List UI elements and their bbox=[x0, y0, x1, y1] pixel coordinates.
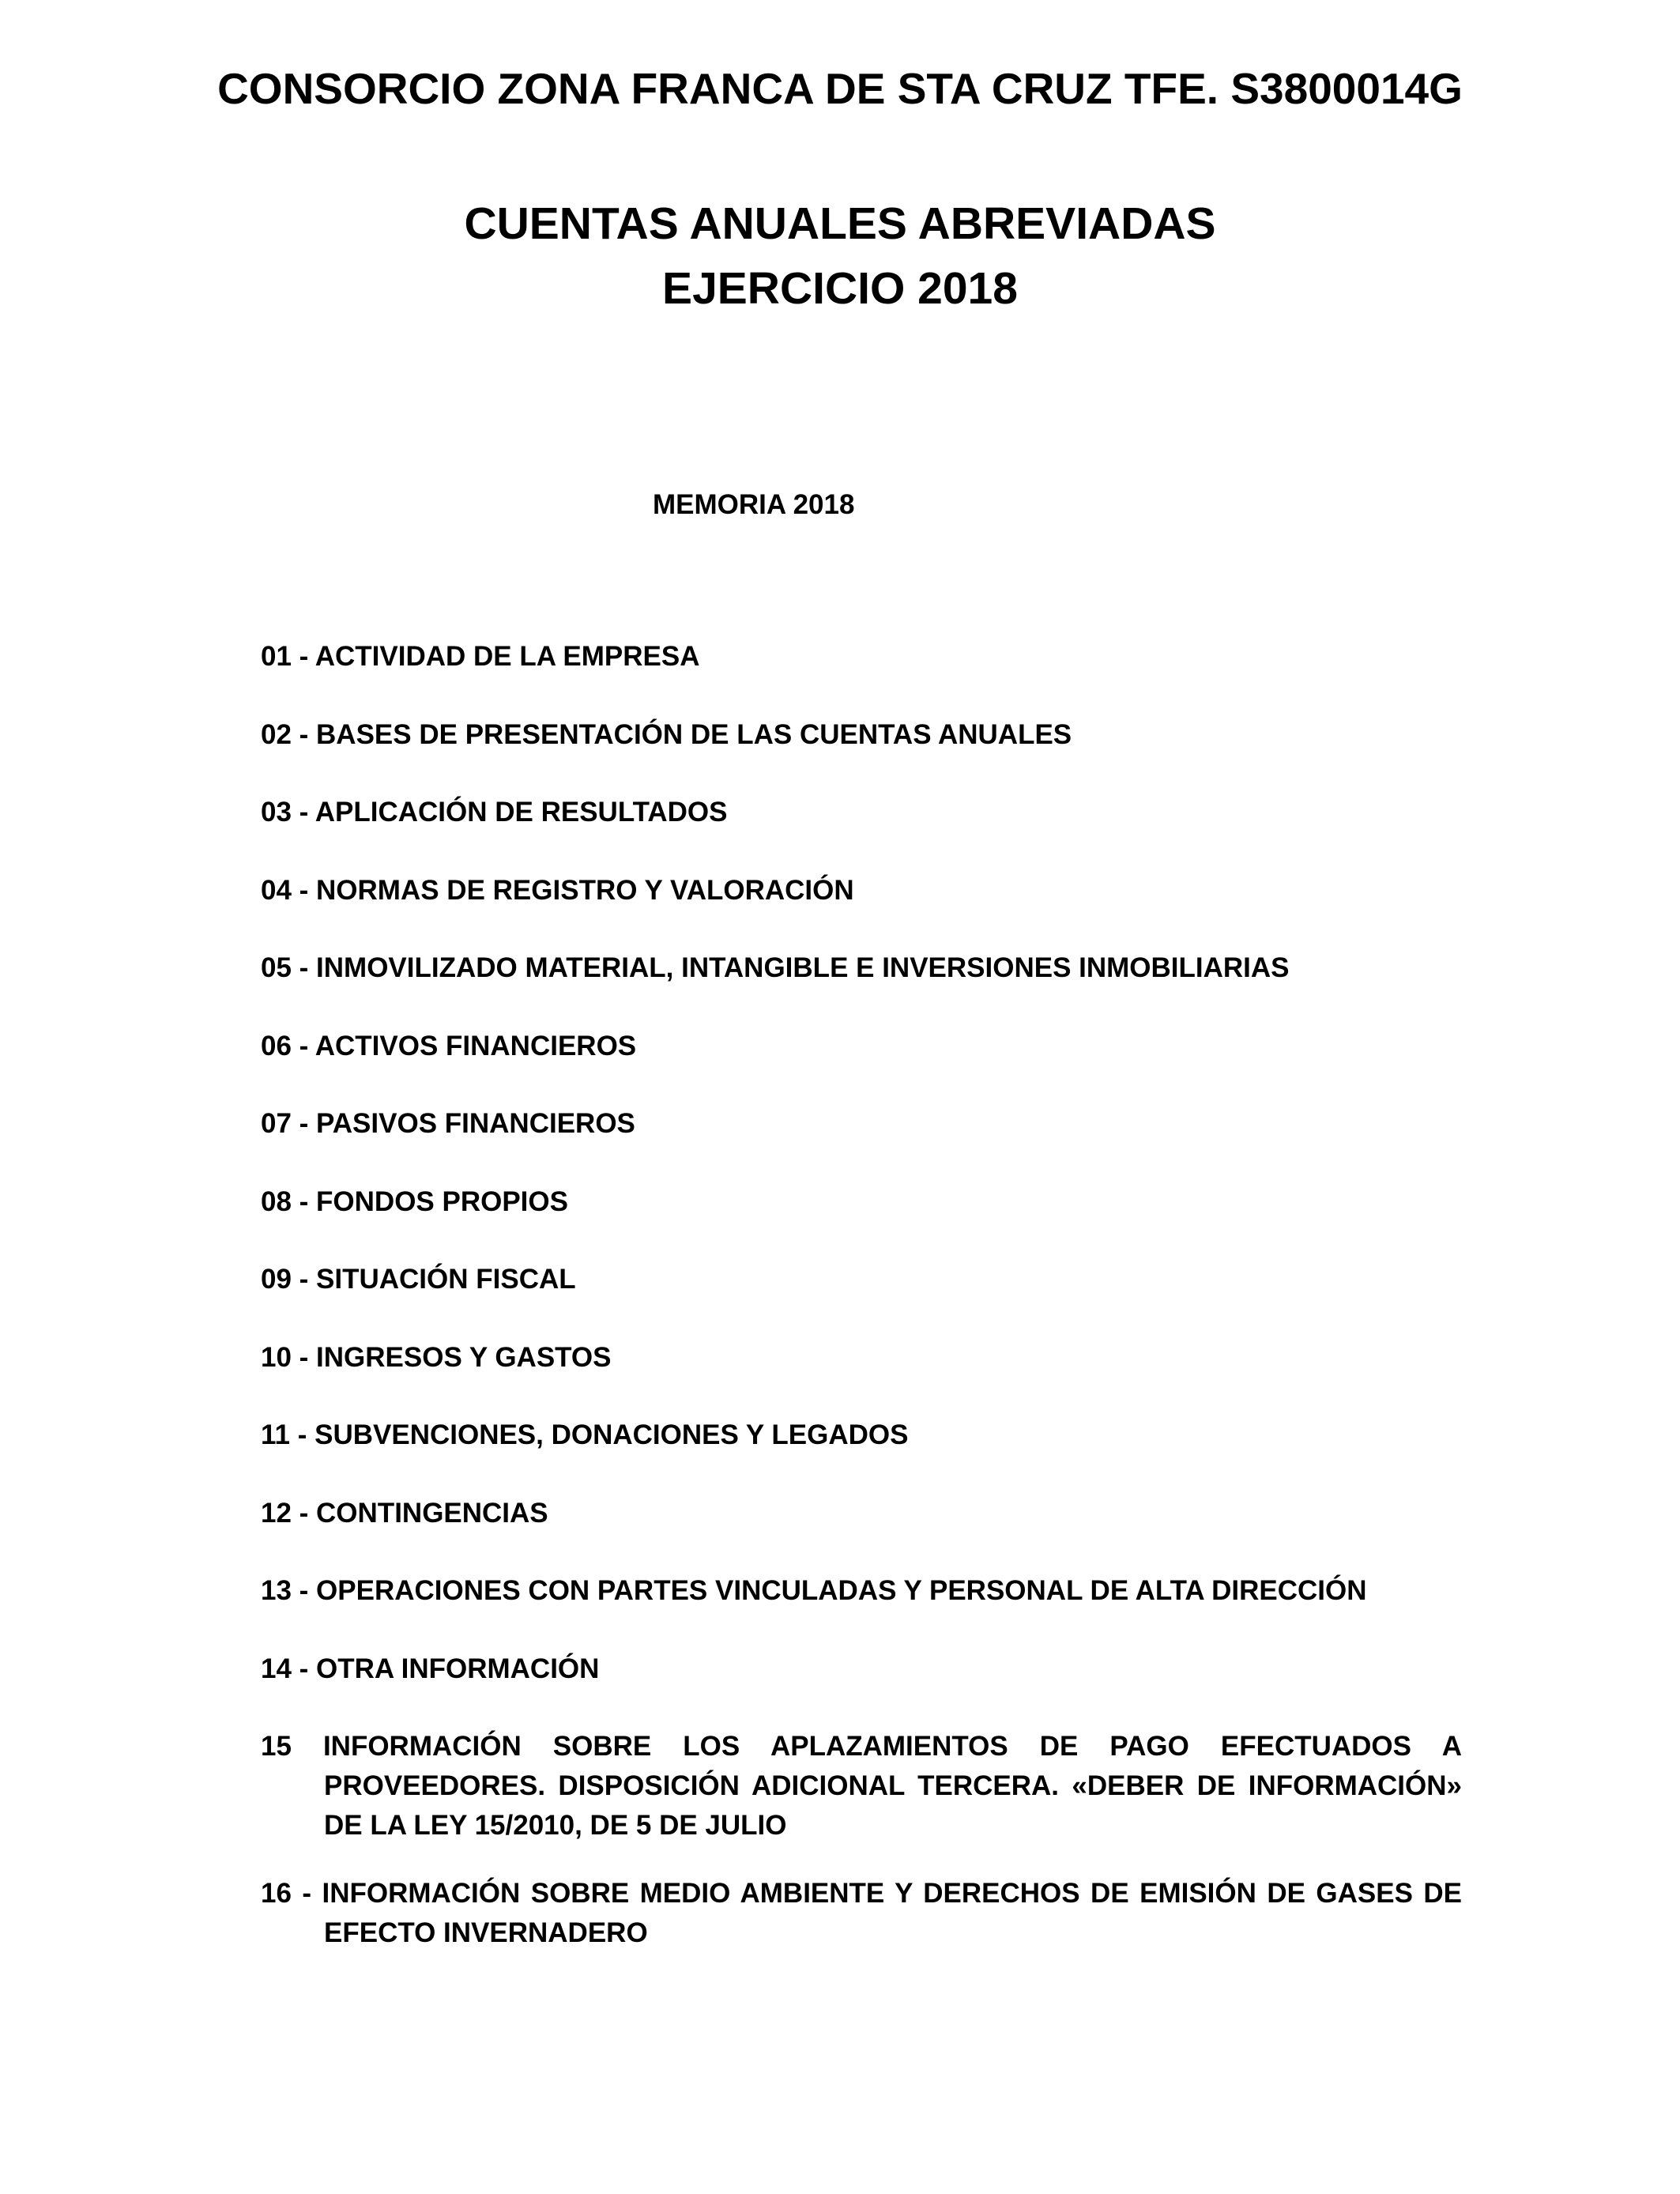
toc-item: 09 - SITUACIÓN FISCAL bbox=[261, 1264, 576, 1295]
toc-item: 16 - INFORMACIÓN SOBRE MEDIO AMBIENTE Y DERECHOS DE EMISIÓN DE GASES DE EFECTO INVERNADERO bbox=[261, 1878, 1462, 1948]
toc-item: 10 - INGRESOS Y GASTOS bbox=[261, 1341, 612, 1373]
toc-item: 05 - INMOVILIZADO MATERIAL, INTANGIBLE E INVERSIONES INMOBILIARIAS bbox=[261, 952, 1290, 983]
toc-item: 12 - CONTINGENCIAS bbox=[261, 1497, 548, 1529]
organization-header: CONSORCIO ZONA FRANCA DE STA CRUZ TFE. S3800014G bbox=[217, 64, 1463, 113]
toc-item: 11 - SUBVENCIONES, DONACIONES Y LEGADOS bbox=[261, 1419, 909, 1450]
toc-item: 03 - APLICACIÓN DE RESULTADOS bbox=[261, 797, 728, 827]
toc-item: 04 - NORMAS DE REGISTRO Y VALORACIÓN bbox=[261, 874, 854, 906]
document-fiscal-year: EJERCICIO 2018 bbox=[662, 263, 1018, 314]
toc-item: 01 - ACTIVIDAD DE LA EMPRESA bbox=[261, 641, 700, 672]
toc-item: 08 - FONDOS PROPIOS bbox=[261, 1186, 568, 1217]
toc-item: 15 INFORMACIÓN SOBRE LOS APLAZAMIENTOS DE PAGO EFECTUADOS A PROVEEDORES. DISPOSICIÓN ADICIONAL TERCERA. «DEBER DE INFORMACIÓN» DE LA LEY 15/2010, DE 5 DE JULIO bbox=[261, 1731, 1462, 1841]
toc-item: 02 - BASES DE PRESENTACIÓN DE LAS CUENTAS ANUALES bbox=[261, 718, 1072, 750]
toc-item: 07 - PASIVOS FINANCIEROS bbox=[261, 1108, 635, 1139]
document-title: CUENTAS ANUALES ABREVIADAS bbox=[464, 198, 1216, 249]
table-of-contents bbox=[261, 637, 1462, 1992]
toc-item: 14 - OTRA INFORMACIÓN bbox=[261, 1653, 600, 1684]
section-heading: MEMORIA 2018 bbox=[653, 489, 855, 520]
toc-item: 13 - OPERACIONES CON PARTES VINCULADAS Y PERSONAL DE ALTA DIRECCIÓN bbox=[261, 1575, 1367, 1606]
toc-item: 06 - ACTIVOS FINANCIEROS bbox=[261, 1030, 637, 1061]
